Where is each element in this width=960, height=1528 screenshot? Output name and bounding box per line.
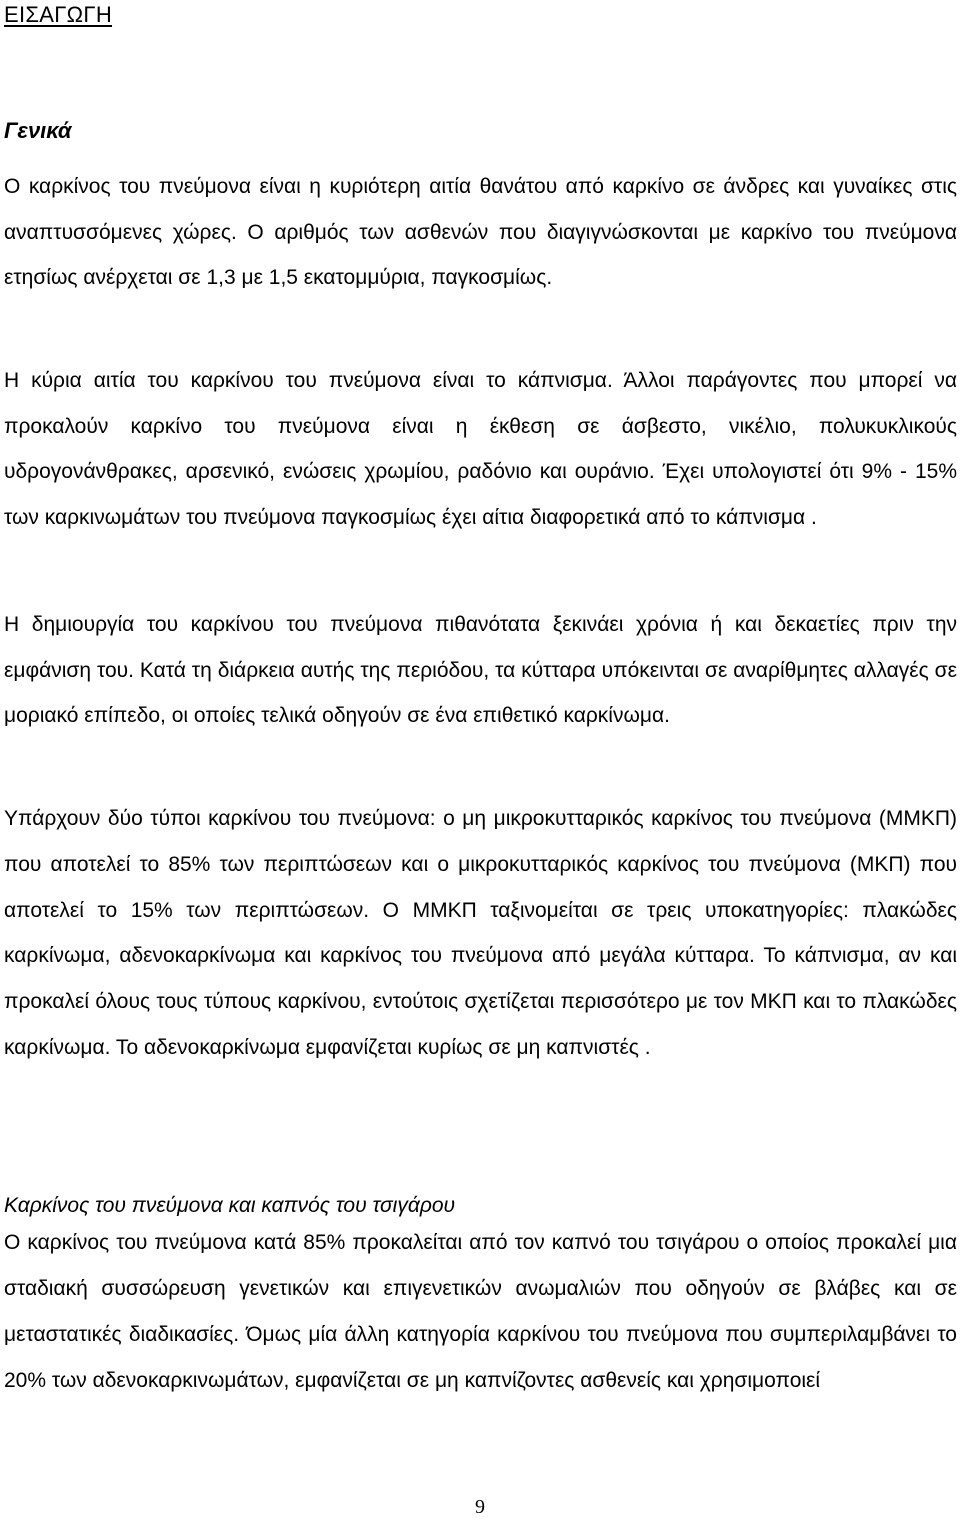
chapter-title: ΕΙΣΑΓΩΓΗ — [4, 2, 113, 27]
paragraph: Η δημιουργία του καρκίνου του πνεύμονα πιθανότατα ξεκινάει χρόνια ή και δεκαετίες πριν την εμφάνιση του. Κατά τη διάρκεια αυτής της περιόδου, τα κύτταρα υπόκεινται σε αναρίθμητες αλλαγές σε μοριακό επίπεδο, οι οποίες τελικά οδηγούν σε ένα επιθετικό καρκίνωμα. — [4, 613, 957, 727]
paragraph: Ο καρκίνος του πνεύμονα κατά 85% προκαλείται από τον καπνό του τσιγάρου ο οποίος προκαλεί μια σταδιακή συσσώρευση γενετικών και επιγενετικών ανωμαλιών που οδηγούν σε βλάβες και σε μεταστατικές διαδικασίες. Όμως μία άλλη κατηγορία καρκίνου του πνεύμονα που συμπεριλαμβάνει το 20% των αδενοκαρκινωμάτων, εμφανίζεται σε μη καπνίζοντες ασθενείς και χρησιμοποιεί — [4, 1231, 957, 1392]
page-number: 9 — [475, 1496, 485, 1518]
paragraph: Η κύρια αιτία του καρκίνου του πνεύμονα είναι το κάπνισμα. Άλλοι παράγοντες που μπορεί να προκαλούν καρκίνο του πνεύμονα είναι η έκθεση σε άσβεστο, νικέλιο, πολυκυκλικούς υδρογονάνθρακες, αρσενικό, ενώσεις χρωμίου, ραδόνιο και ουράνιο. Έχει υπολογιστεί ότι 9% - 15% των καρκινωμάτων του πνεύμονα παγκοσμίως έχει αίτια διαφορετικά από το κάπνισμα . — [4, 369, 957, 529]
section-heading-general: Γενικά — [4, 118, 72, 143]
section-heading-smoke: Καρκίνος του πνεύμονα και καπνός του τσιγάρου — [4, 1194, 456, 1217]
paragraph: Υπάρχουν δύο τύποι καρκίνου του πνεύμονα: ο μη μικροκυτταρικός καρκίνος του πνεύμονα (ΜΜΚΠ) που αποτελεί το 85% των περιπτώσεων και ο μικροκυτταρικός καρκίνος του πνεύμονα (ΜΚΠ) που αποτελεί το 15% των περιπτώσεων. Ο ΜΜΚΠ ταξινομείται σε τρεις υποκατηγορίες: πλακώδες καρκίνωμα, αδενοκαρκίνωμα και καρκίνος του πνεύμονα από μεγάλα κύτταρα. Το κάπνισμα, αν και προκαλεί όλους τους τύπους καρκίνου, εντούτοις σχετίζεται περισσότερο με τον ΜΚΠ και το πλακώδες καρκίνωμα. Το αδενοκαρκίνωμα εμφανίζεται κυρίως σε μη καπνιστές . — [4, 807, 957, 1059]
paragraph: Ο καρκίνος του πνεύμονα είναι η κυριότερη αιτία θανάτου από καρκίνο σε άνδρες και γυναίκες στις αναπτυσσόμενες χώρες. Ο αριθμός των ασθενών που διαγιγνώσκονται με καρκίνο του πνεύμονα ετησίως ανέρχεται σε 1,3 με 1,5 εκατομμύρια, παγκοσμίως. — [4, 175, 957, 289]
